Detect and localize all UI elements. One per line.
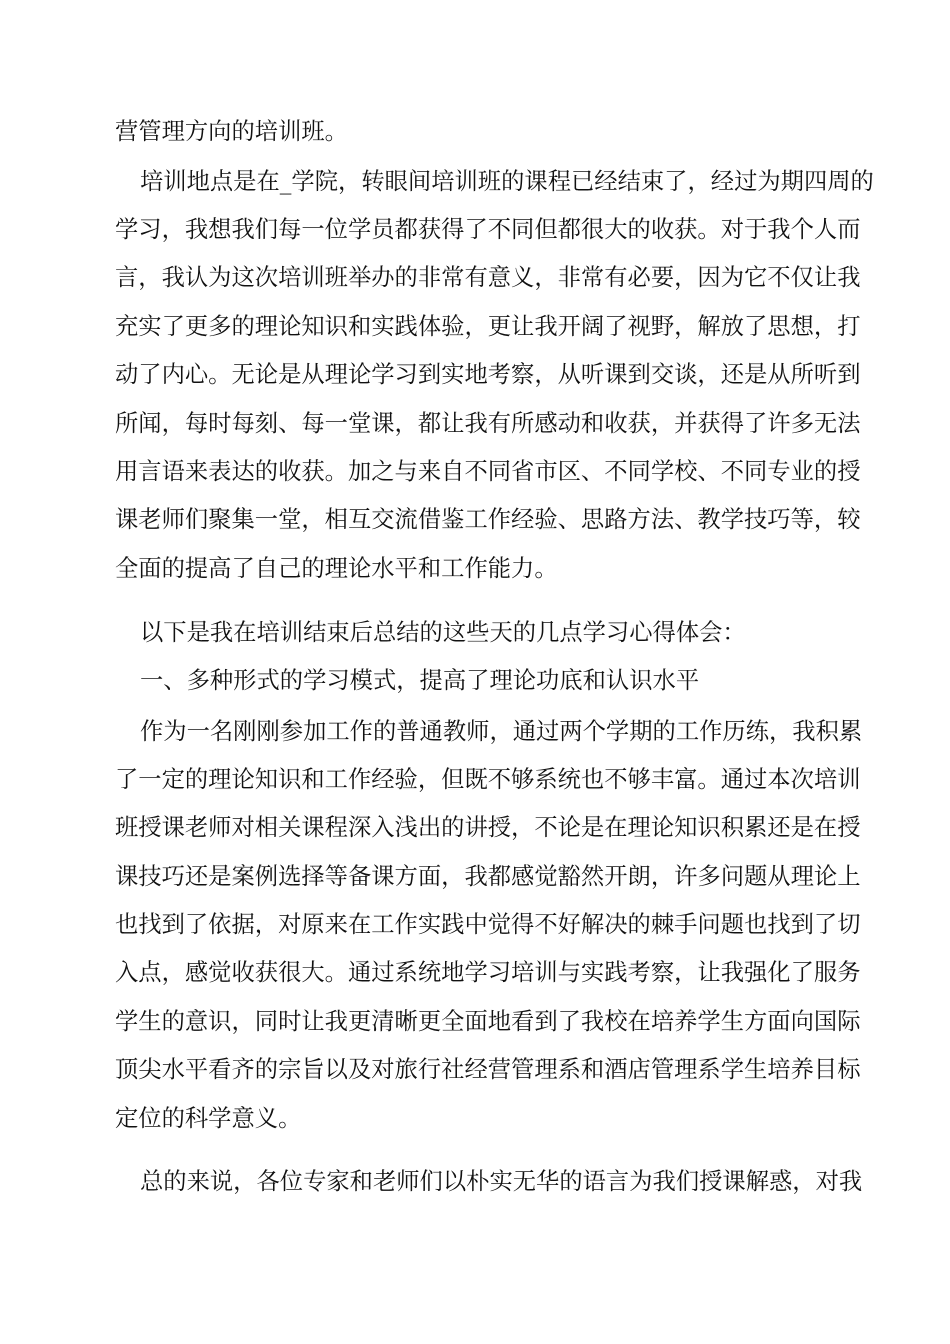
text-line: 用言语来表达的收获。加之与来自不同省市区、不同学校、不同专业的授 bbox=[115, 458, 861, 485]
text-line: 课老师们聚集一堂，相互交流借鉴工作经验、思路方法、教学技巧等，较 bbox=[115, 506, 861, 533]
text-line: 充实了更多的理论知识和实践体验，更让我开阔了视野，解放了思想，打 bbox=[115, 313, 861, 340]
text-line: 课技巧还是案例选择等备课方面，我都感觉豁然开朗，许多问题从理论上 bbox=[115, 863, 861, 890]
text-line: 言，我认为这次培训班举办的非常有意义，非常有必要，因为它不仅让我 bbox=[115, 264, 861, 291]
text-line: 入点，感觉收获很大。通过系统地学习培训与实践考察，让我强化了服务 bbox=[115, 959, 861, 986]
paragraph-first-line: 作为一名刚刚参加工作的普通教师，通过两个学期的工作历练，我积累 bbox=[140, 718, 863, 745]
text-line: 了一定的理论知识和工作经验，但既不够系统也不够丰富。通过本次培训 bbox=[115, 766, 861, 793]
text-line: 动了内心。无论是从理论学习到实地考察，从听课到交谈，还是从所听到 bbox=[115, 361, 861, 388]
text-line: 全面的提高了自己的理论水平和工作能力。 bbox=[115, 555, 558, 582]
text-line: 顶尖水平看齐的宗旨以及对旅行社经营管理系和酒店管理系学生培养目标 bbox=[115, 1056, 861, 1083]
paragraph-first-line: 培训地点是在_学院，转眼间培训班的课程已经结束了，经过为期四周的 bbox=[140, 168, 874, 195]
text-line: 定位的科学意义。 bbox=[115, 1105, 302, 1132]
text-line: 学习，我想我们每一位学员都获得了不同但都很大的收获。对于我个人而 bbox=[115, 216, 861, 243]
text-line: 营管理方向的培训班。 bbox=[115, 118, 348, 145]
text-line: 班授课老师对相关课程深入浅出的讲授，不论是在理论知识积累还是在授 bbox=[115, 814, 861, 841]
paragraph-first-line: 以下是我在培训结束后总结的这些天的几点学习心得体会： bbox=[140, 619, 746, 646]
paragraph-first-line: 总的来说，各位专家和老师们以朴实无华的语言为我们授课解惑，对我 bbox=[140, 1168, 863, 1195]
text-line: 所闻，每时每刻、每一堂课，都让我有所感动和收获，并获得了许多无法 bbox=[115, 410, 861, 437]
text-line: 学生的意识，同时让我更清晰更全面地看到了我校在培养学生方面向国际 bbox=[115, 1008, 861, 1035]
section-heading: 一、多种形式的学习模式，提高了理论功底和认识水平 bbox=[140, 667, 700, 694]
text-line: 也找到了依据，对原来在工作实践中觉得不好解决的棘手问题也找到了切 bbox=[115, 911, 861, 938]
